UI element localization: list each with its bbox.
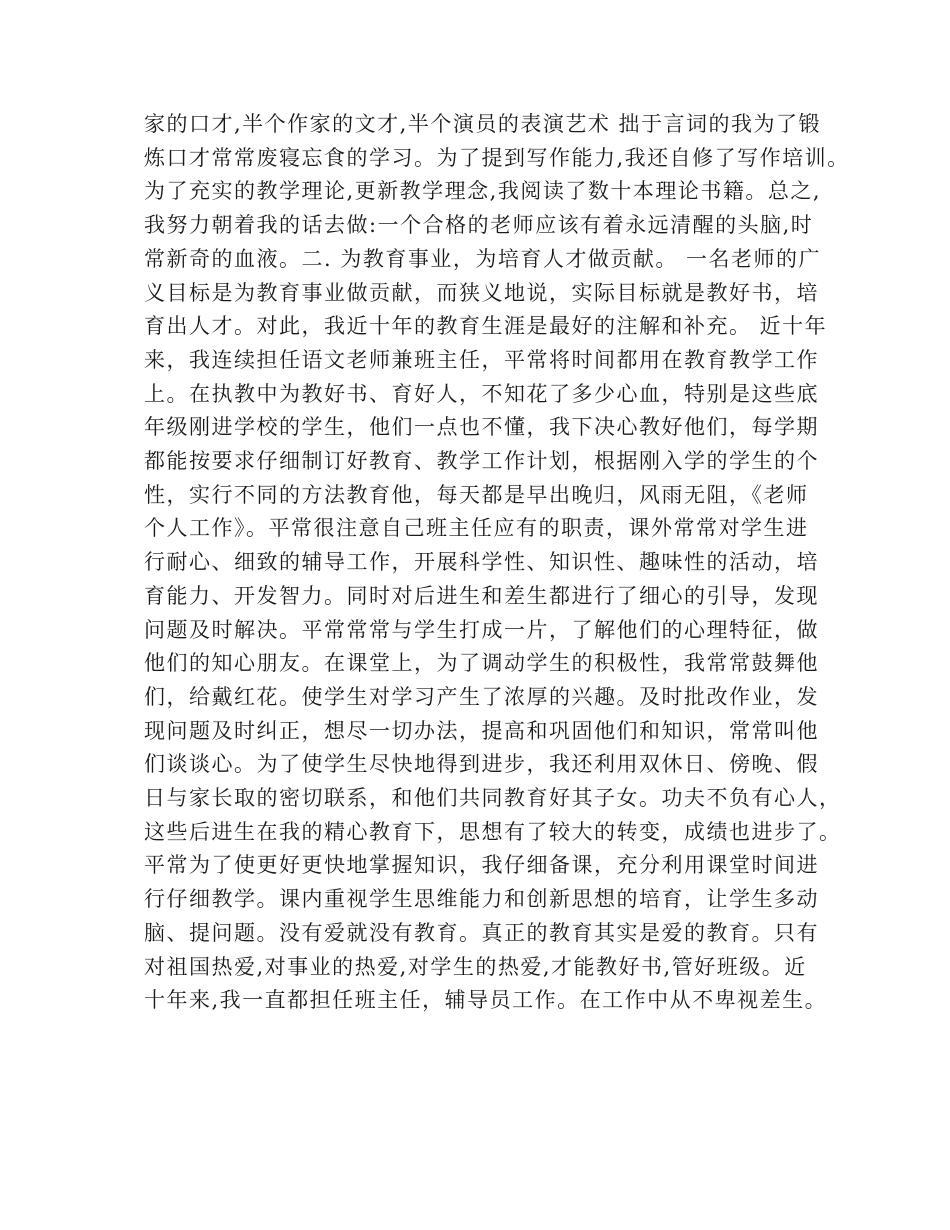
text-line: 年级刚进学校的学生，他们一点也不懂，我下决心教好他们，每学期 xyxy=(144,415,819,440)
text-line: 行仔细教学。课内重视学生思维能力和创新思想的培育，让学生多动 xyxy=(144,887,819,912)
text-line: 为了充实的教学理论,更新教学理念,我阅读了数十本理论书籍。总之, xyxy=(144,179,822,204)
text-line: 日与家长取的密切联系，和他们共同教育好其子女。功夫不负有心人， xyxy=(144,786,842,811)
text-line: 上。在执教中为教好书、育好人，不知花了多少心血，特别是这些底 xyxy=(144,381,819,406)
text-line: 炼口才常常废寝忘食的学习。为了提到写作能力,我还自修了写作培训。 xyxy=(144,145,850,170)
text-line: 义目标是为教育事业做贡献，而狭义地说，实际目标就是教好书，培 xyxy=(144,280,819,305)
text-line: 平常为了使更好更快地掌握知识，我仔细备课，充分利用课堂时间进 xyxy=(144,853,819,878)
text-line: 现问题及时纠正，想尽一切办法，提高和巩固他们和知识，常常叫他 xyxy=(144,718,819,743)
text-line: 脑、提问题。没有爱就没有教育。真正的教育其实是爱的教育。只有 xyxy=(144,920,819,945)
text-line: 家的口才,半个作家的文才,半个演员的表演艺术 拙于言词的我为了锻 xyxy=(144,112,822,136)
text-line: 他们的知心朋友。在课堂上，为了调动学生的积极性，我常常鼓舞他 xyxy=(144,651,819,676)
text-line: 十年来,我一直都担任班主任，辅导员工作。在工作中从不卑视差生。 xyxy=(144,988,828,1013)
text-line: 们，给戴红花。使学生对学习产生了浓厚的兴趣。及时批改作业，发 xyxy=(144,684,819,709)
body-text xyxy=(144,108,850,1018)
text-line: 性，实行不同的方法教育他，每天都是早出晚归，风雨无阻，《老师 xyxy=(144,482,809,507)
text-line: 问题及时解决。平常常常与学生打成一片，了解他们的心理特征，做 xyxy=(144,617,819,642)
text-line: 来，我连续担任语文老师兼班主任，平常将时间都用在教育教学工作 xyxy=(144,347,819,372)
text-line: 常新奇的血液。二. 为教育事业，为培育人才做贡献。 一名老师的广 xyxy=(144,246,822,271)
text-line: 我努力朝着我的话去做:一个合格的老师应该有着永远清醒的头脑,时 xyxy=(144,213,814,238)
text-line: 对祖国热爱,对事业的热爱,对学生的热爱,才能教好书,管好班级。近 xyxy=(144,954,807,979)
text-line: 行耐心、细致的辅导工作，开展科学性、知识性、趣味性的活动，培 xyxy=(144,550,819,575)
text-line: 育出人才。对此，我近十年的教育生涯是最好的注解和补充。 近十年 xyxy=(144,314,828,339)
text-line: 个人工作》。平常很注意自己班主任应有的职责，课外常常对学生进 xyxy=(144,516,809,541)
text-line: 都能按要求仔细制订好教育、教学工作计划，根据刚入学的学生的个 xyxy=(144,449,819,474)
text-line: 们谈谈心。为了使学生尽快地得到进步，我还利用双休日、傍晚、假 xyxy=(144,752,819,777)
text-line: 这些后进生在我的精心教育下，思想有了较大的转变，成绩也进步了。 xyxy=(144,819,842,844)
text-line: 育能力、开发智力。同时对后进生和差生都进行了细心的引导，发现 xyxy=(144,583,819,608)
